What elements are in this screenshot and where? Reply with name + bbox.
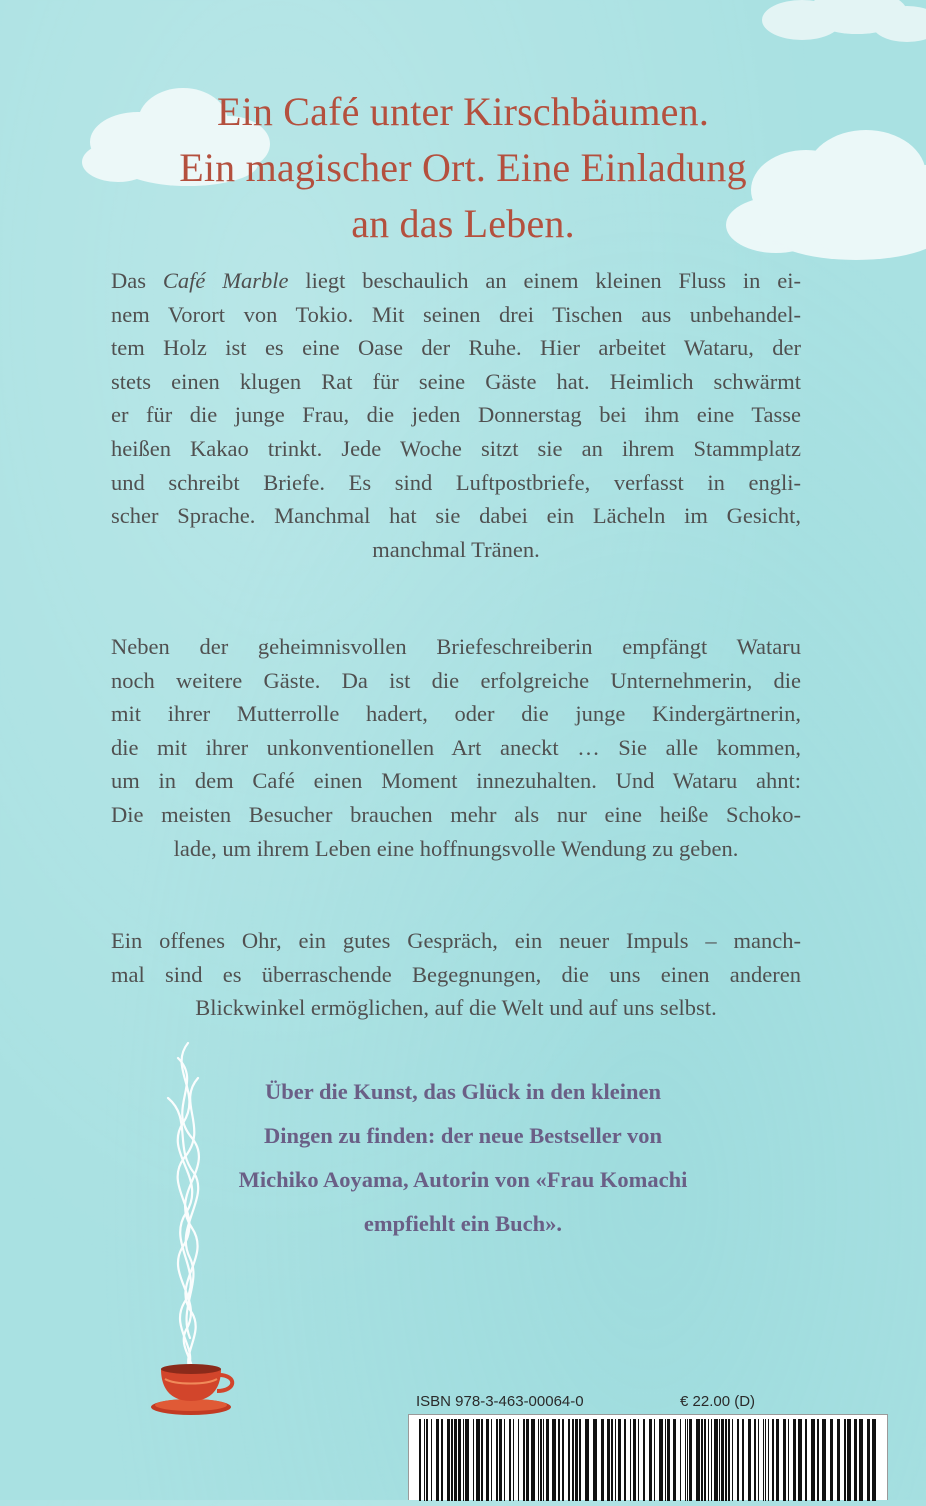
barcode-bar bbox=[615, 1419, 616, 1501]
barcode-bar bbox=[872, 1419, 876, 1501]
barcode-bar bbox=[667, 1419, 670, 1501]
headline-line: an das Leben. bbox=[351, 201, 575, 246]
barcode-bar bbox=[708, 1419, 709, 1501]
barcode-bar bbox=[611, 1419, 613, 1501]
price-label: € 22.00 (D) bbox=[680, 1393, 756, 1410]
barcode-bar bbox=[680, 1419, 681, 1501]
barcode-bar bbox=[633, 1419, 636, 1501]
barcode-bar bbox=[701, 1419, 703, 1501]
barcode-bar bbox=[659, 1419, 663, 1501]
text-line: noch weitere Gäste. Da ist die erfolgreiche Unternehmerin, die bbox=[111, 667, 801, 693]
barcode-bar bbox=[575, 1419, 578, 1501]
tagline-line: Michiko Aoyama, Autorin von «Frau Komachi bbox=[238, 1167, 688, 1192]
barcode-bar bbox=[654, 1419, 655, 1501]
barcode-bar bbox=[465, 1419, 469, 1501]
text-line: Ein offenes Ohr, ein gutes Gespräch, ein neuer Impuls – manch- bbox=[111, 928, 801, 953]
barcode-bar bbox=[788, 1419, 789, 1501]
barcode-bar bbox=[728, 1419, 730, 1501]
barcode-bar bbox=[687, 1419, 688, 1501]
barcode-bar bbox=[837, 1419, 840, 1501]
text-line: und schreibt Briefe. Es sind Luftpostbriefe, verfasst in engli- bbox=[111, 469, 801, 495]
text-line: Die meisten Besucher brauchen mehr als nur eine heiße Schoko- bbox=[111, 801, 801, 827]
barcode-bar bbox=[714, 1419, 718, 1501]
barcode-bar bbox=[540, 1419, 542, 1501]
cafe-name: Café Marble bbox=[162, 268, 289, 293]
barcode-bar bbox=[696, 1419, 700, 1501]
text-run: Das bbox=[111, 268, 163, 293]
barcode-bar bbox=[689, 1419, 692, 1501]
barcode-bar bbox=[585, 1419, 589, 1501]
tagline bbox=[0, 1070, 926, 1246]
blurb-paragraph-3 bbox=[111, 924, 801, 1025]
barcode-bar bbox=[447, 1419, 450, 1501]
barcode-bar bbox=[546, 1419, 549, 1501]
text-line bbox=[111, 264, 801, 298]
barcode-bar bbox=[419, 1419, 421, 1501]
barcode-bar bbox=[830, 1419, 833, 1501]
barcode-bar bbox=[737, 1419, 739, 1501]
barcode-bar bbox=[463, 1419, 464, 1501]
teacup-icon bbox=[145, 1355, 245, 1417]
barcode-bars bbox=[409, 1415, 887, 1501]
barcode-bar bbox=[504, 1419, 505, 1501]
barcode-bar bbox=[481, 1419, 483, 1501]
barcode-bar bbox=[513, 1419, 514, 1501]
barcode-bar bbox=[742, 1419, 744, 1501]
barcode-bar bbox=[732, 1419, 733, 1501]
barcode-bar bbox=[607, 1419, 610, 1501]
barcode-bar bbox=[854, 1419, 857, 1501]
barcode-bar bbox=[531, 1419, 535, 1501]
barcode-bar bbox=[562, 1419, 564, 1501]
barcode-bar bbox=[552, 1419, 556, 1501]
text-line: lade, um ihrem Leben eine hoffnungsvolle Wendung zu geben. bbox=[173, 835, 739, 861]
tagline-line: Über die Kunst, das Glück in den kleinen bbox=[265, 1079, 661, 1104]
barcode-bar bbox=[719, 1419, 720, 1501]
barcode-bar bbox=[793, 1419, 796, 1501]
barcode-bar bbox=[758, 1419, 759, 1501]
barcode-bar bbox=[431, 1419, 432, 1501]
barcode-bar bbox=[618, 1419, 621, 1501]
text-line: heißen Kakao trinkt. Jede Woche sitzt sie an ihrem Stammplatz bbox=[111, 435, 801, 461]
barcode-bar bbox=[486, 1419, 489, 1501]
barcode-bar bbox=[685, 1419, 686, 1501]
barcode-bar bbox=[476, 1419, 480, 1501]
barcode-bar bbox=[458, 1419, 461, 1501]
barcode-bar bbox=[518, 1419, 519, 1501]
text-line: mit ihrer Mutterrolle hadert, oder die junge Kindergärtnerin, bbox=[111, 701, 801, 727]
barcode-bar bbox=[523, 1419, 525, 1501]
barcode-bar bbox=[426, 1419, 428, 1501]
barcode-bar bbox=[859, 1419, 863, 1501]
barcode-bar bbox=[436, 1419, 439, 1501]
barcode-bar bbox=[867, 1419, 870, 1501]
barcode-bar bbox=[847, 1419, 851, 1501]
barcode-bar bbox=[499, 1419, 502, 1501]
barcode-bar bbox=[783, 1419, 786, 1501]
barcode-bar bbox=[665, 1419, 666, 1501]
barcode-bar bbox=[630, 1419, 631, 1501]
cloud-icon bbox=[762, 0, 926, 60]
text-line: mal sind es überraschende Begegnungen, die uns einen anderen bbox=[111, 961, 801, 987]
text-line: scher Sprache. Manchmal hat sie dabei ein Lächeln im Gesicht, bbox=[111, 503, 801, 529]
barcode-bar bbox=[454, 1419, 457, 1501]
barcode-bar bbox=[704, 1419, 706, 1501]
barcode-bar bbox=[496, 1419, 498, 1501]
barcode-bar bbox=[638, 1419, 639, 1501]
barcode-bar bbox=[721, 1419, 724, 1501]
barcode-bar bbox=[451, 1419, 453, 1501]
barcode-bar bbox=[822, 1419, 826, 1501]
text-run: liegt beschaulich an einem kleinen Fluss in ei- bbox=[288, 268, 801, 293]
barcode-bar bbox=[601, 1419, 604, 1501]
barcode-bar bbox=[526, 1419, 529, 1501]
barcode-bar bbox=[572, 1419, 574, 1501]
barcode-bar bbox=[763, 1419, 764, 1501]
barcode-bar bbox=[568, 1419, 570, 1501]
text-line: er für die junge Frau, die jeden Donnerstag bei ihm eine Tasse bbox=[111, 402, 801, 428]
barcode-bar bbox=[772, 1419, 774, 1501]
barcode-bar bbox=[624, 1419, 626, 1501]
barcode-bar bbox=[811, 1419, 815, 1501]
text-line: nem Vorort von Tokio. Mit seinen drei Tischen aus unbehandel- bbox=[111, 301, 801, 327]
barcode-bar bbox=[844, 1419, 846, 1501]
barcode-bar bbox=[817, 1419, 819, 1501]
text-line: Neben der geheimnisvollen Briefeschreiberin empfängt Wataru bbox=[111, 634, 801, 659]
barcode-bar bbox=[725, 1419, 727, 1501]
barcode-bar bbox=[711, 1419, 712, 1501]
barcode-bar bbox=[509, 1419, 511, 1501]
tagline-line: empfiehlt ein Buch». bbox=[363, 1211, 563, 1236]
barcode-bar bbox=[543, 1419, 544, 1501]
barcode-bar bbox=[491, 1419, 492, 1501]
barcode-bar bbox=[673, 1419, 676, 1501]
barcode-bar bbox=[754, 1419, 756, 1501]
barcode-bar bbox=[649, 1419, 652, 1501]
barcode-bar bbox=[579, 1419, 581, 1501]
isbn-label: ISBN 978-3-463-00064-0 bbox=[416, 1393, 584, 1410]
barcode-bar bbox=[805, 1419, 807, 1501]
barcode-bar bbox=[748, 1419, 751, 1501]
text-line: manchmal Tränen. bbox=[372, 536, 540, 562]
barcode-bar bbox=[441, 1419, 443, 1501]
blurb-paragraph-2 bbox=[111, 630, 801, 865]
text-line: die mit ihrer unkonventionellen Art aneckt … Sie alle kommen, bbox=[111, 734, 801, 760]
barcode-bar bbox=[643, 1419, 645, 1501]
text-line: stets einen klugen Rat für seine Gäste hat. Heimlich schwärmt bbox=[111, 368, 801, 394]
barcode-bar bbox=[776, 1419, 779, 1501]
barcode-icon bbox=[408, 1414, 888, 1500]
headline-line: Ein Café unter Kirschbäumen. bbox=[216, 89, 710, 134]
barcode-bar bbox=[768, 1419, 769, 1501]
text-line: tem Holz ist es eine Oase der Ruhe. Hier arbeitet Wataru, der bbox=[111, 335, 801, 361]
barcode-bar bbox=[473, 1419, 474, 1501]
headline bbox=[0, 84, 926, 252]
tagline-line: Dingen zu finden: der neue Bestseller von bbox=[264, 1123, 662, 1148]
barcode-bar bbox=[558, 1419, 560, 1501]
blurb-paragraph-1 bbox=[111, 264, 801, 566]
text-line: um in dem Café einen Moment innezuhalten. Und Wataru ahnt: bbox=[111, 768, 801, 794]
text-line: Blickwinkel ermöglichen, auf die Welt und auf uns selbst. bbox=[195, 995, 717, 1021]
barcode-bar bbox=[798, 1419, 802, 1501]
barcode-area bbox=[408, 1392, 888, 1500]
barcode-bar bbox=[424, 1419, 425, 1501]
headline-line: Ein magischer Ort. Eine Einladung bbox=[179, 145, 747, 190]
barcode-bar bbox=[593, 1419, 597, 1501]
barcode-bar bbox=[538, 1419, 539, 1501]
barcode-bar bbox=[765, 1419, 766, 1501]
